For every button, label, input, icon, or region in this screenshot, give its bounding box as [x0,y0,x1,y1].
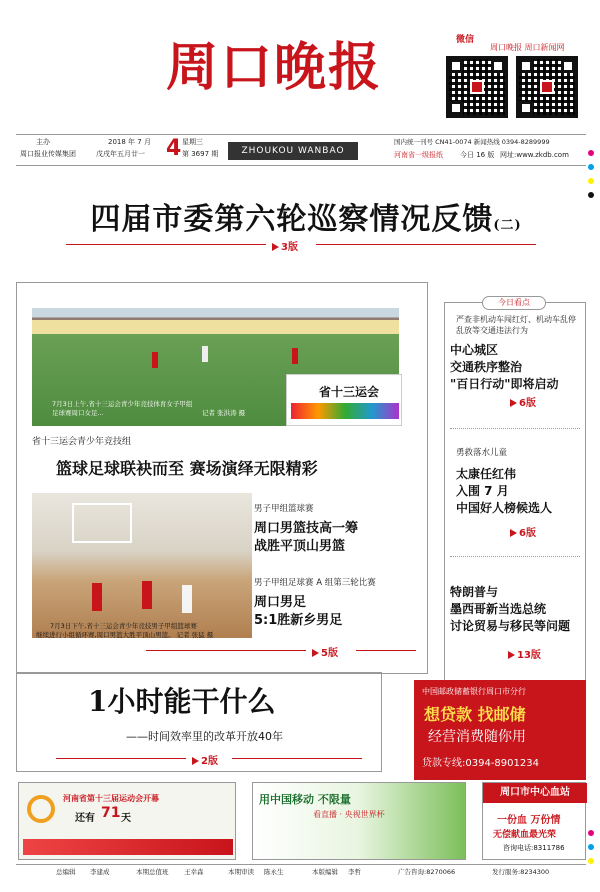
bank-slogan: 想贷款 找邮储 [424,705,526,724]
player [142,581,152,609]
sponsor-label: 主办 [36,138,50,146]
player [92,583,102,611]
divider [66,244,266,245]
countdown-label: 还有 [75,813,95,824]
basketball-photo[interactable] [32,493,252,638]
paper-grade: 河南省一级报纸 [394,151,443,159]
masthead-title: 周口晚报 [166,37,383,98]
basketball-headline[interactable]: 周口男篮技高一筹 战胜平顶山男篮 [254,521,359,554]
blood-slogan: 一份血 万份情 [497,815,561,826]
blood-slogan: 无偿献血最光荣 [493,830,557,840]
registration-mark [588,164,594,170]
photo-caption: 7月3日上午,省十三运会青少年竞技体育女子甲组 [52,400,193,408]
weekday: 星期三 [182,138,203,146]
date-gregorian: 2018 年 7 月 [108,138,151,146]
games-logo-icon [291,403,399,419]
countdown-unit: 天 [121,813,131,824]
page-ref[interactable]: 6版 [510,394,536,409]
qr-code-icon[interactable] [446,56,508,118]
player [182,585,192,613]
page-ref[interactable]: 2版 [192,752,218,767]
trump-headline[interactable]: 特朗普与 墨西哥新当选总统 讨论贸易与移民等问题 [450,585,571,633]
section-group: 省十三运会青少年竞技组 [32,437,132,447]
blood-tel: 咨询电话:8311786 [503,844,565,852]
sponsor-name: 周口报业传媒集团 [20,150,76,158]
divider [356,650,416,651]
footer-value: 李哲 [348,868,361,876]
divider [56,758,186,759]
article-kicker: 严查非机动车闯红灯、机动车乱停乱放等交通违法行为 [456,315,576,335]
games-logo-text: 省十三运会 [319,385,380,399]
website: 网址:www.zkdb.com [500,151,569,159]
skyline-icon [23,839,233,855]
lead-headline-suffix: (二) [493,218,522,233]
mobile-ad[interactable] [252,782,466,860]
masthead-pinyin: ZHOUKOU WANBAO [228,142,358,160]
photo-credit: 记者 张洪涛 摄 [202,409,246,417]
page-ref[interactable]: 6版 [510,524,536,539]
games-emblem-icon [27,795,55,823]
article-kicker: 男子甲组足球赛 A 组第三轮比赛 [254,578,376,588]
qr-code-icon[interactable] [516,56,578,118]
registration-mark [588,830,594,836]
footer-label: 本期总值班 [136,868,169,876]
games-ad-title: 河南省第十三届运动会开幕 [63,794,159,803]
player [152,352,158,368]
wechat-accounts: 周口晚报 周口新闻网 [490,43,565,52]
blood-ad[interactable] [482,782,586,860]
mobile-ad-sub: 看直播 · 央视世界杯 [313,810,385,819]
good-samaritan-headline[interactable]: 太康任红伟 入围 7 月 中国好人榜候选人 [456,467,553,515]
feature-subhead: ——时间效率里的改革开放40年 [126,730,283,743]
article-kicker: 男子甲组篮球赛 [254,504,314,514]
registration-mark [588,858,594,864]
player [202,346,208,362]
registration-mark [588,844,594,850]
bank-sub: 经营消费随你用 [428,729,526,745]
countdown-days: 71 [101,805,121,821]
bank-hotline: 贷款专线:0394-8901234 [422,758,539,769]
photo-caption: 足球赛周口女足... [52,409,104,417]
football-headline[interactable]: 周口男足 5:1胜新乡男足 [254,595,343,628]
player [292,348,298,364]
stadium-stands [32,320,399,334]
divider [146,650,306,651]
page-count: 今日 16 版 [460,151,495,159]
games-logo-box [286,374,402,426]
registration-mark [588,150,594,156]
footer-value: 陈永生 [264,868,284,876]
bank-name: 中国邮政储蓄银行周口市分行 [422,687,526,696]
registration-mark [588,178,594,184]
newspaper-front-page [16,16,586,876]
publication-info: 国内统一刊号 CN41-0074 新闻热线 0394-8289999 [394,138,550,146]
footer-label: 本版编辑 [312,868,338,876]
footer-staff [16,864,586,876]
page-ref[interactable]: 5版 [312,644,338,659]
divider [450,556,580,557]
footer-dist-phone: 发行服务:8234300 [492,868,550,876]
blood-ad-title: 周口市中心血站 [483,783,587,803]
feature-headline[interactable]: 1小时能干什么 [88,685,276,718]
divider [316,244,536,245]
traffic-headline[interactable]: 中心城区 交通秩序整治 "百日行动"即将启动 [450,343,559,391]
footer-label: 总编辑 [56,868,76,876]
mobile-ad-title: 用中国移动 不限量 [259,793,351,806]
sports-headline[interactable]: 篮球足球联袂而至 赛场演绎无限精彩 [56,459,318,478]
divider [450,428,580,429]
bank-ad[interactable] [414,680,586,780]
footer-value: 李建成 [90,868,110,876]
wechat-label: 微信 [456,35,475,45]
date-day: 4 [166,136,182,161]
divider [232,758,362,759]
footer-label: 本期审读 [228,868,254,876]
footer-ad-phone: 广告咨询:8270066 [398,868,456,876]
article-kicker: 勇救落水儿童 [456,448,508,458]
date-lunar: 戊戌年五月廿一 [96,150,145,158]
page-ref[interactable]: 13版 [508,646,541,661]
registration-mark [588,192,594,198]
footer-value: 王幸森 [184,868,204,876]
photo-caption: 7月3日下午,省十三运会青少年竞技男子甲组篮球赛 [50,622,197,630]
backboard [72,503,132,543]
lead-headline[interactable] [26,194,586,238]
games-ad[interactable] [18,782,236,860]
page-ref[interactable]: 3版 [272,238,298,253]
issue-number: 第 3697 期 [182,150,219,158]
lead-headline-text: 四届市委第六轮巡察情况反馈 [90,202,494,237]
today-tag: 今日看点 [482,296,546,310]
photo-caption: 继续进行小组循环赛,周口男篮大胜平顶山男篮。 记者 张猛 摄 [36,631,214,639]
